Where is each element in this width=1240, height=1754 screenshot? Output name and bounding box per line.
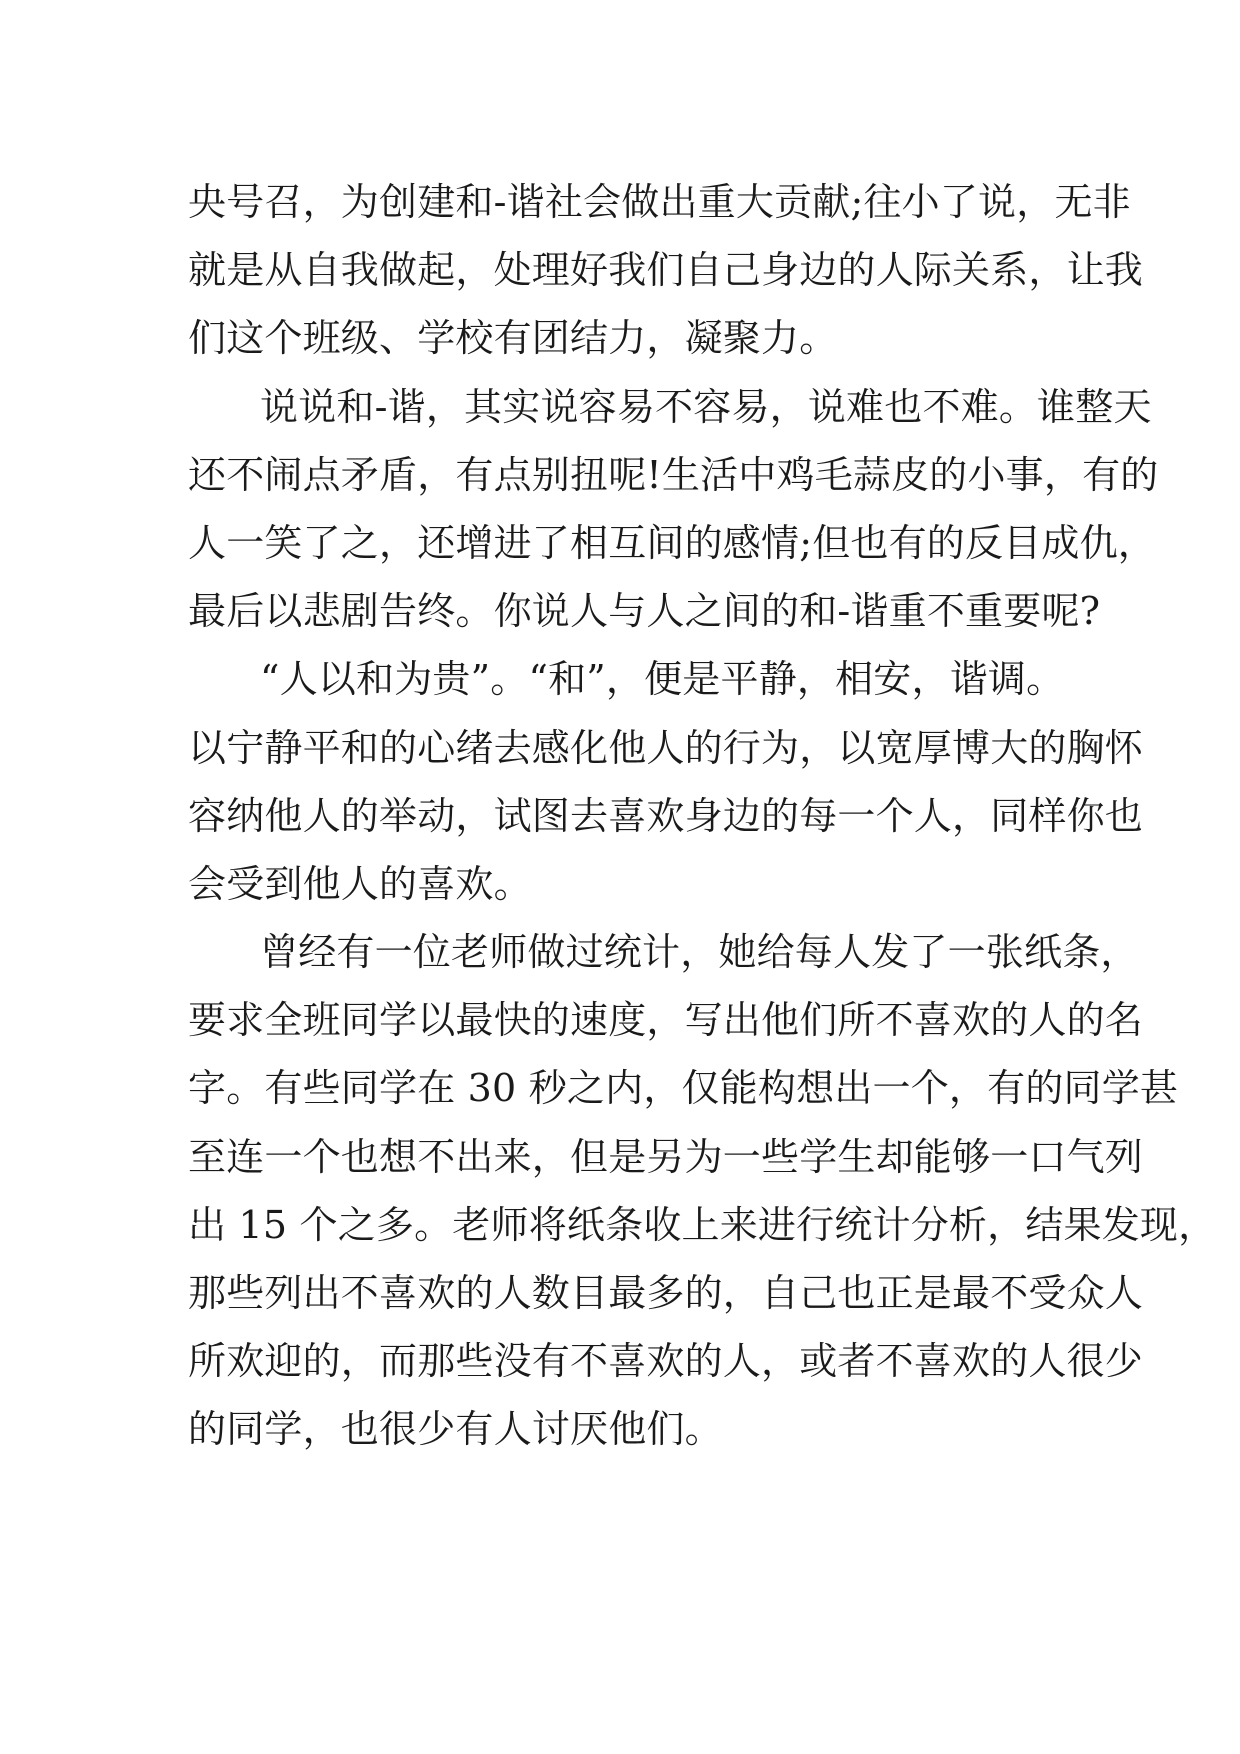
text-line: 说说和-谐，其实说容易不容易，说难也不难。谁整天	[260, 384, 1152, 429]
text-line: 的同学，也很少有人讨厌他们。	[188, 1407, 723, 1452]
text-line: 字。有些同学在 30 秒之内，仅能构想出一个，有的同学甚	[188, 1066, 1179, 1111]
text-line: 就是从自我做起，处理好我们自己身边的人际关系，让我	[188, 248, 1144, 293]
text-line: 出 15 个之多。老师将纸条收上来进行统计分析，结果发现，	[188, 1202, 1217, 1247]
text-line: 容纳他人的举动，试图去喜欢身边的每一个人，同样你也	[188, 793, 1144, 838]
text-line: 们这个班级、学校有团结力，凝聚力。	[188, 316, 838, 361]
text-line: 那些列出不喜欢的人数目最多的，自己也正是最不受众人	[188, 1271, 1144, 1315]
paragraph-4	[188, 918, 1217, 1464]
text-line: 会受到他人的喜欢。	[188, 861, 532, 906]
text-line: 人一笑了之，还增进了相互间的感情;但也有的反目成仇，	[188, 520, 1157, 565]
text-line: 以宁静平和的心绪去感化他人的行为，以宽厚博大的胸怀	[188, 725, 1144, 770]
paragraph-1	[188, 168, 1144, 373]
text-line: “人以和为贵”。“和”，便是平静，相安，谐调。	[260, 657, 1065, 702]
text-line: 最后以悲剧告终。你说人与人之间的和-谐重不重要呢?	[188, 589, 1101, 634]
paragraph-2	[188, 373, 1159, 646]
text-line: 至连一个也想不出来，但是另为一些学生却能够一口气列	[188, 1134, 1144, 1179]
paragraph-3	[188, 645, 1144, 918]
document-body	[188, 168, 1217, 1464]
text-line: 要求全班同学以最快的速度，写出他们所不喜欢的人的名	[188, 998, 1144, 1043]
text-line: 还不闹点矛盾，有点别扭呢!生活中鸡毛蒜皮的小事，有的	[188, 452, 1159, 497]
text-line: 央号召，为创建和-谐社会做出重大贡献;往小了说，无非	[188, 180, 1131, 224]
text-line: 所欢迎的，而那些没有不喜欢的人，或者不喜欢的人很少	[188, 1339, 1144, 1384]
text-line: 曾经有一位老师做过统计，她给每人发了一张纸条，	[260, 930, 1139, 975]
